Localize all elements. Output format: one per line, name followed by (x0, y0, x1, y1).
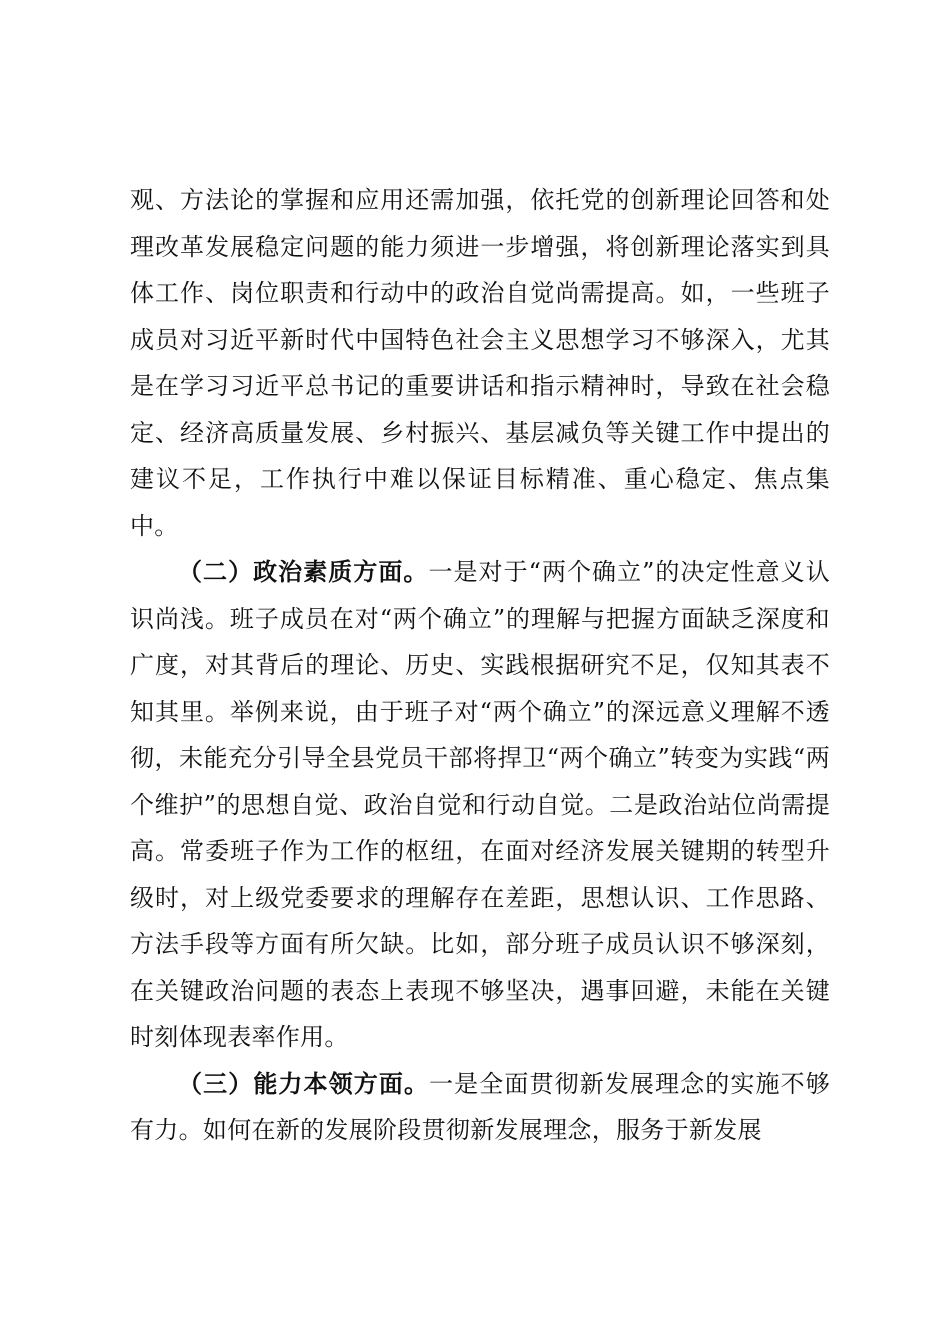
paragraph-text: 一是全面贯彻新发展理念的实施不够有力。如何在新的发展阶段贯彻新发展理念，服务于新发展 (130, 1069, 830, 1144)
paragraph-continuation (130, 177, 830, 549)
paragraph-text: 观、方法论的掌握和应用还需加强，依托党的创新理论回答和处理改革发展稳定问题的能力须进一步增强，将创新理论落实到具体工作、岗位职责和行动中的政治自觉尚需提高。如，一些班子成员对习近平新时代中国特色社会主义思想学习不够深入，尤其是在学习习近平总书记的重要讲话和指示精神时，导致在社会稳定、经济高质量发展、乡村振兴、基层减负等关键工作中提出的建议不足，工作执行中难以保证目标精准、重心稳定、焦点集中。 (130, 186, 830, 540)
section-heading-political-quality: （二）政治素质方面。 (178, 558, 429, 586)
paragraph-text: 一是对于“两个确立”的决定性意义认识尚浅。班子成员在对“两个确立”的理解与把握方面缺乏深度和广度，对其背后的理论、历史、实践根据研究不足，仅知其表不知其里。举例来说，由于班子对“两个确立”的深远意义理解不透彻，未能充分引导全县党员干部将捍卫“两个确立”转变为实践“两个维护”的思想自觉、政治自觉和行动自觉。二是政治站位尚需提高。常委班子作为工作的枢纽，在面对经济发展关键期的转型升级时，对上级党委要求的理解存在差距，思想认识、工作思路、方法手段等方面有所欠缺。比如，部分班子成员认识不够深刻，在关键政治问题的表态上表现不够坚决，遇事回避，未能在关键时刻体现表率作用。 (130, 558, 831, 1051)
paragraph-political-quality (130, 549, 830, 1061)
paragraph-ability (130, 1061, 830, 1154)
document-body (130, 177, 830, 1154)
section-heading-ability: （三）能力本领方面。 (178, 1069, 430, 1098)
